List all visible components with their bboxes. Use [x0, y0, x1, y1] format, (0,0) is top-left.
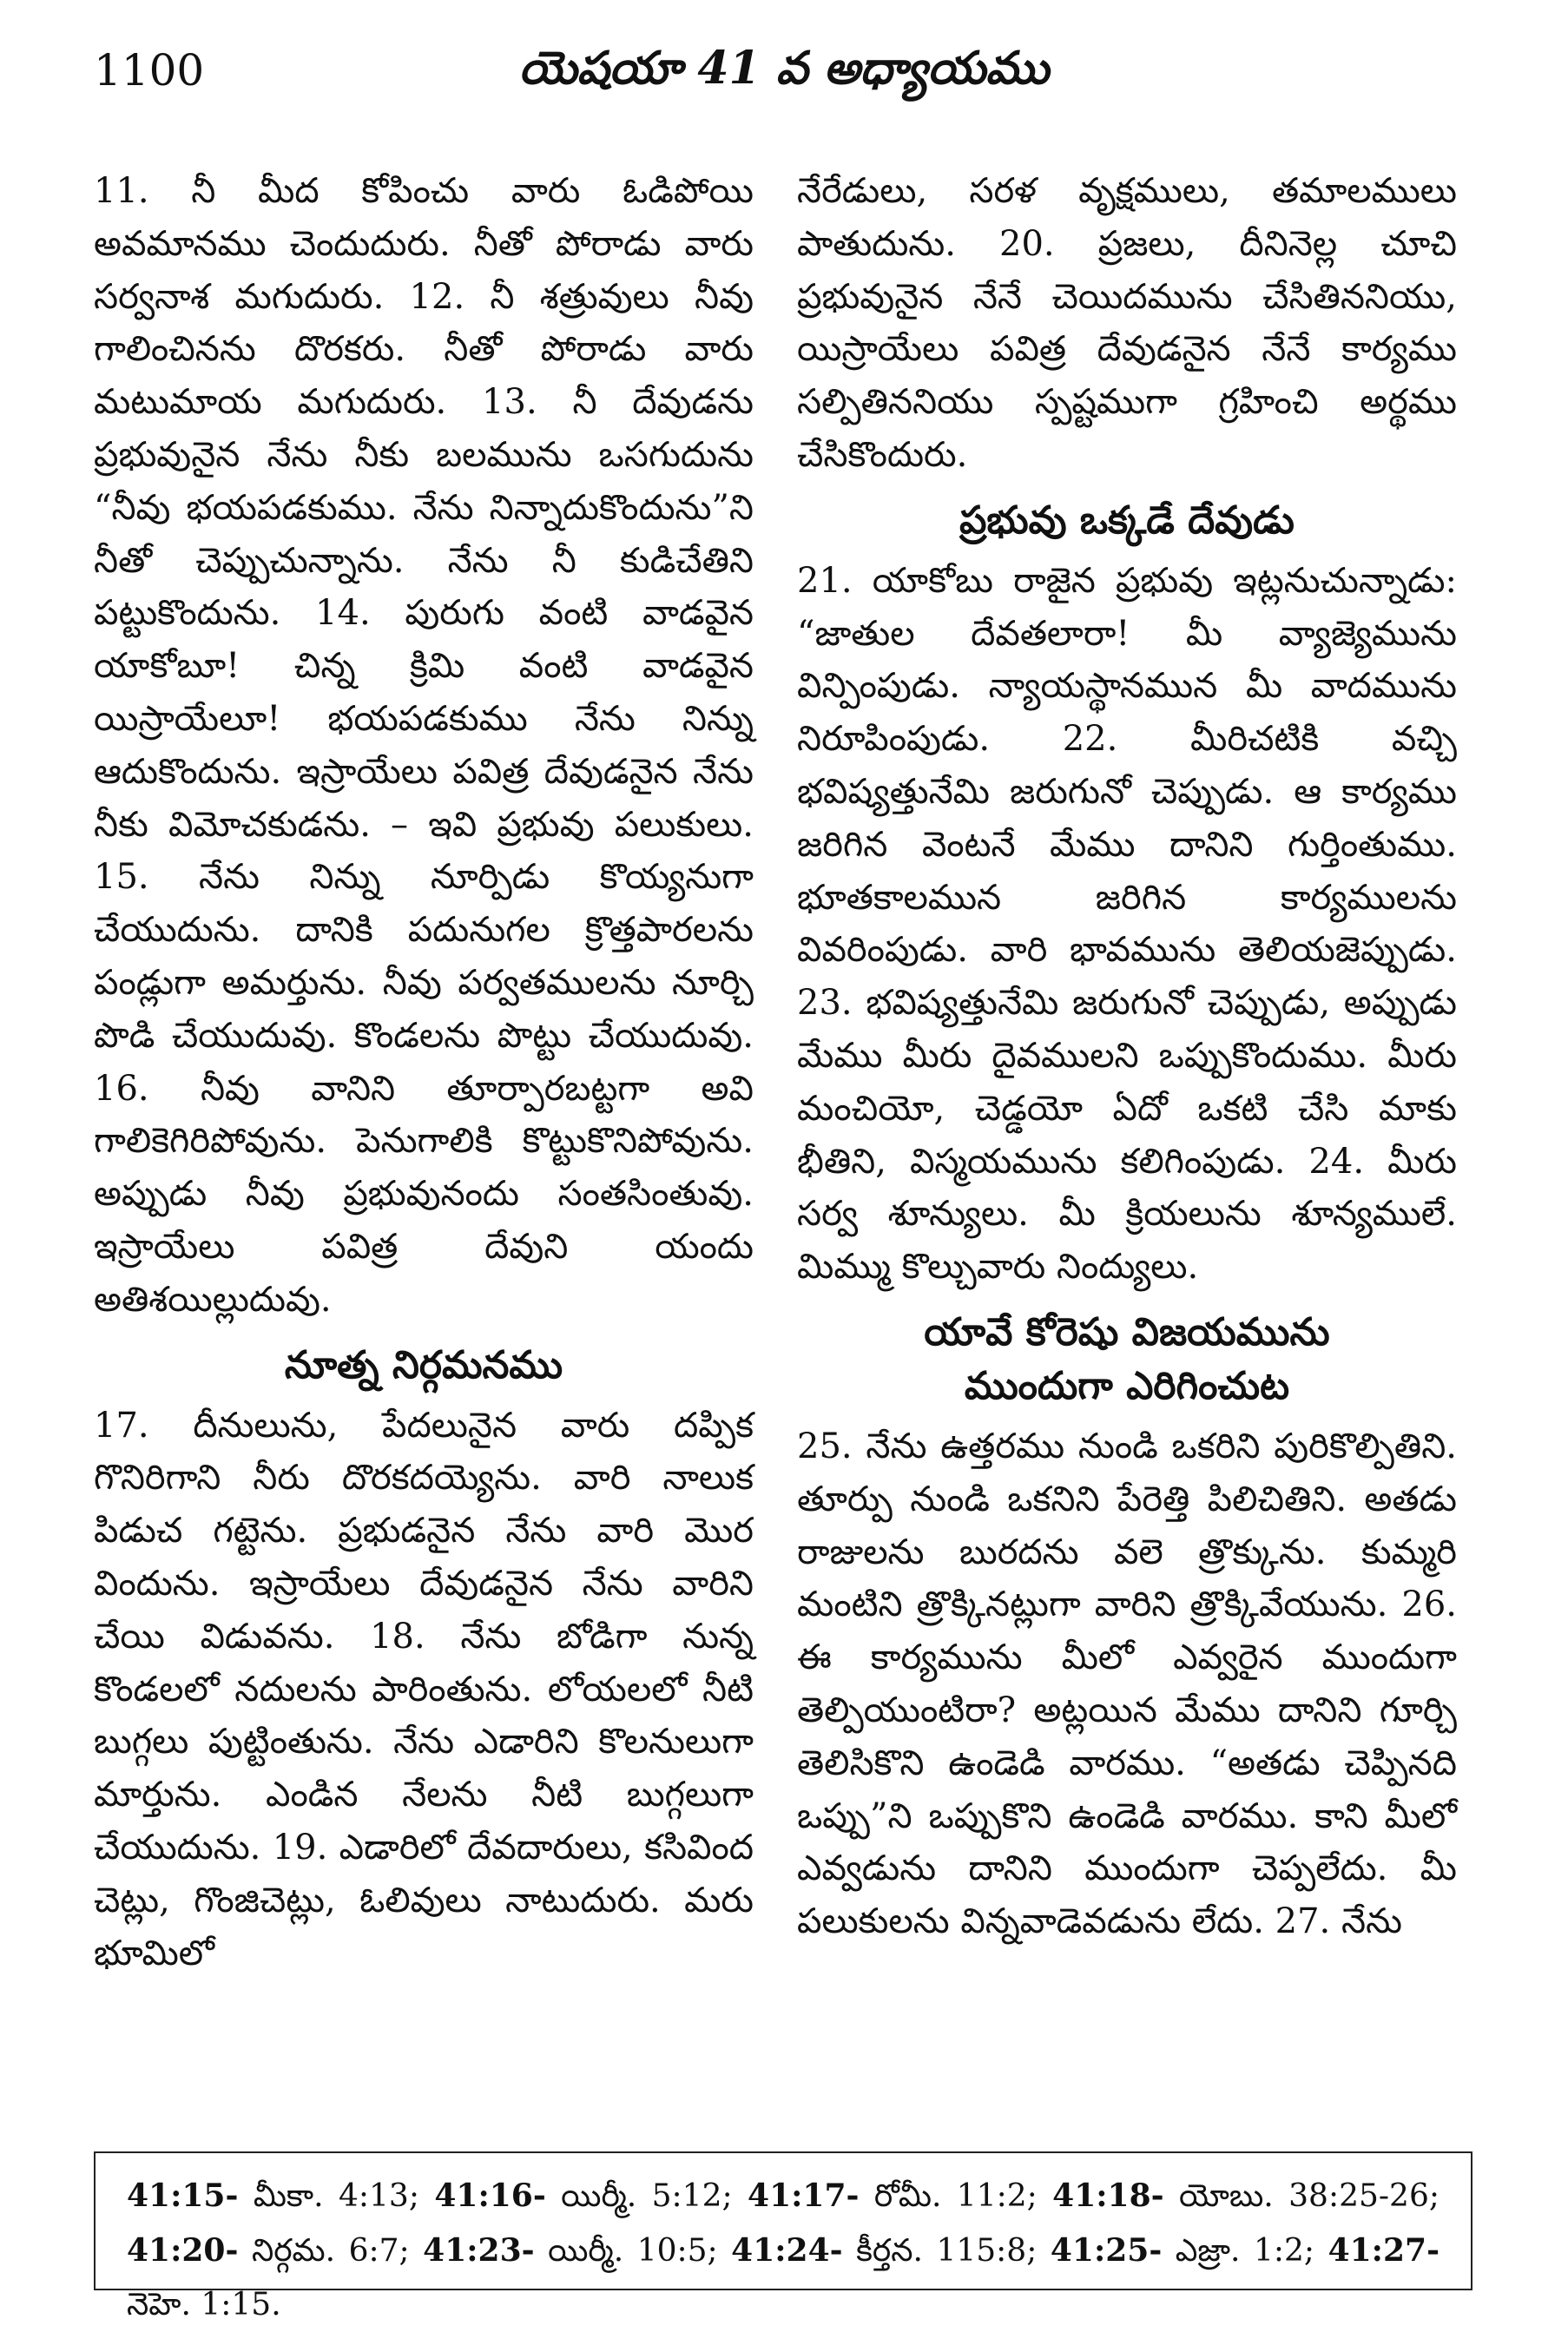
cross-reference-text: యిర్మీ. 10:5; — [534, 2233, 732, 2269]
cross-reference — [127, 2178, 434, 2214]
cross-reference-text: కీర్తన. 115:8; — [842, 2233, 1051, 2269]
paragraph-verses-17-19: 17. దీనులును, పేదలునైన వారు దప్పిక గొనిరిగాని నీరు దొరకదయ్యెను. వారి నాలుక పిడుచ గట్టెను. ప్రభుడనైన నేను వారి మొర విందును. ఇస్రాయేలు దేవుడనైన నేను వారిని చేయి విడువను. 18. నేను బోడిగా నున్న కొండలలో నదులను పారింతును. లోయలలో నీటి బుగ్గలు పుట్టింతును. నేను ఎడారిని కొలనులుగా మార్తును. ఎండిన నేలను నీటి బుగ్గలుగా చేయుదును. 19. ఎడారిలో దేవదారులు, కసివింద చెట్లు, గొంజిచెట్లు, ఓలివులు నాటుదురు. మరు భూమిలో — [94, 1405, 754, 1973]
section-heading — [797, 1306, 1457, 1413]
left-column — [94, 165, 754, 1980]
cross-reference-verse: 41:15- — [127, 2177, 239, 2214]
cross-reference-text: ఎజ్రా. 1:2; — [1162, 2233, 1328, 2269]
cross-reference — [748, 2178, 1052, 2214]
cross-reference-text: నిర్గమ. 6:7; — [238, 2233, 424, 2269]
cross-reference-text: యోబు. 38:25-26; — [1163, 2178, 1440, 2214]
paragraph-verses-19-20: నేరేడులు, సరళ వృక్షములు, తమాలములు పాతుదును. 20. ప్రజలు, దీనినెల్ల చూచి ప్రభువునైన నేనే చెయిదమును చేసితిననియు, యిస్రాయేలు పవిత్ర దేవుడనైన నేనే కార్యము సల్పితిననియు స్పష్టముగా గ్రహించి అర్థము చేసికొందురు. — [797, 171, 1457, 475]
cross-reference-text: నెహె. 1:15. — [127, 2287, 281, 2322]
cross-reference-verse: 41:24- — [731, 2232, 843, 2269]
cross-reference-box — [94, 2151, 1472, 2322]
section-heading: ప్రభువు ఒక్కడే దేవుడు — [959, 497, 1295, 543]
cross-reference-text: యిర్మీ. 5:12; — [545, 2178, 748, 2214]
cross-reference-text: మీకా. 4:13; — [238, 2178, 435, 2214]
paragraph-verses-25-27: 25. నేను ఉత్తరము నుండి ఒకరిని పురికొల్పితిని. తూర్పు నుండి ఒకనిని పేరెత్తి పిలిచితిని. అతడు రాజులను బురదను వలె త్రొక్కును. కుమ్మరి మంటిని త్రొక్కినట్లుగా వారిని త్రొక్కివేయును. 26. ఈ కార్యమును మీలో ఎవ్వరైన ముందుగా తెల్పియుంటిరా? అట్లయిన మేము దానిని గూర్చి తెలిసికొని ఉండెడి వారము. “అతడు చెప్పినది ఒప్పు”ని ఒప్పుకొని ఉండెడి వారము. కాని మీలో ఎవ్వడును దానిని ముందుగా చెప్పలేదు. మీ పలుకులను విన్నవాడెవడును లేదు. 27. నేను — [797, 1426, 1457, 1942]
cross-reference-verse: 41:23- — [423, 2232, 535, 2269]
cross-reference — [1052, 2178, 1440, 2214]
cross-reference-verse: 41:16- — [434, 2177, 546, 2214]
cross-reference — [423, 2233, 731, 2269]
cross-reference-verse: 41:20- — [127, 2232, 239, 2269]
section-heading-line: ముందుగా ఎరిగించుట — [964, 1363, 1290, 1408]
paragraph-verses-21-24: 21. యాకోబు రాజైన ప్రభువు ఇట్లనుచున్నాడు: “జాతుల దేవతలారా! మీ వ్యాజ్యెమును విన్పింపుడు. న్యాయస్థానమున మీ వాదమును నిరూపింపుడు. 22. మీరిచటికి వచ్చి భవిష్యత్తునేమి జరుగునో చెప్పుడు. ఆ కార్యము జరిగిన వెంటనే మేము దానిని గుర్తింతుము. భూతకాలమున జరిగిన కార్యములను వివరింపుడు. వారి భావమును తెలియజెప్పుడు. 23. భవిష్యత్తునేమి జరుగునో చెప్పుడు, అప్పుడు మేము మీరు దైవములని ఒప్పుకొందుము. మీరు మంచియో, చెడ్డయో ఏదో ఒకటి చేసి మాకు భీతిని, విస్మయమును కలిగింపుడు. 24. మీరు సర్వ శూన్యులు. మీ క్రియలును శూన్యములే. మిమ్ము కొల్చువారు నింద్యులు. — [797, 560, 1457, 1288]
cross-reference — [127, 2233, 423, 2269]
cross-reference-verse: 41:27- — [1328, 2232, 1440, 2269]
cross-reference — [434, 2178, 748, 2214]
page-number: 1100 — [94, 45, 205, 96]
cross-reference — [731, 2233, 1051, 2269]
paragraph-verses-11-16: 11. నీ మీద కోపించు వారు ఓడిపోయి అవమానము చెందుదురు. నీతో పోరాడు వారు సర్వనాశ మగుదురు. 12. నీ శత్రువులు నీవు గాలించినను దొరకరు. నీతో పోరాడు వారు మటుమాయ మగుదురు. 13. నీ దేవుడను ప్రభువునైన నేను నీకు బలమును ఒసగుదును “నీవు భయపడకుము. నేను నిన్నాదుకొందును”ని నీతో చెప్పుచున్నాను. నేను నీ కుడిచేతిని పట్టుకొందును. 14. పురుగు వంటి వాడవైన యాకోబూ! చిన్న క్రిమి వంటి వాడవైన యిస్రాయేలూ! భయపడకుము నేను నిన్ను ఆదుకొందును. ఇస్రాయేలు పవిత్ర దేవుడనైన నేను నీకు విమోచకుడను. – ఇవి ప్రభువు పలుకులు. 15. నేను నిన్ను నూర్పిడు కొయ్యనుగా చేయుదును. దానికి పదునుగల క్రొత్తపారలను పండ్లుగా అమర్తును. నీవు పర్వతములను నూర్చి పొడి చేయుదువు. కొండలను పొట్టు చేయుదువు. 16. నీవు వానిని తూర్పారబట్టగా అవి గాలికెగిరిపోవును. పెనుగాలికి కొట్టుకొనిపోవును. అప్పుడు నీవు ప్రభువునందు సంతసింతువు. ఇస్రాయేలు పవిత్ర దేవుని యందు అతిశయిల్లుదువు. — [94, 171, 754, 1320]
cross-reference-text: రోమీ. 11:2; — [859, 2178, 1053, 2214]
cross-reference-verse: 41:17- — [748, 2177, 860, 2214]
cross-reference — [1051, 2233, 1328, 2269]
section-heading: నూత్న నిర్గమనము — [284, 1342, 563, 1387]
right-column — [797, 165, 1457, 1948]
cross-reference-verse: 41:25- — [1050, 2232, 1163, 2269]
running-head-title: యెషయా 41 వ అధ్యాయము — [518, 42, 1050, 95]
cross-reference-verse: 41:18- — [1052, 2177, 1164, 2214]
section-heading-line: యావే కోరెషు విజయమును — [924, 1309, 1330, 1354]
